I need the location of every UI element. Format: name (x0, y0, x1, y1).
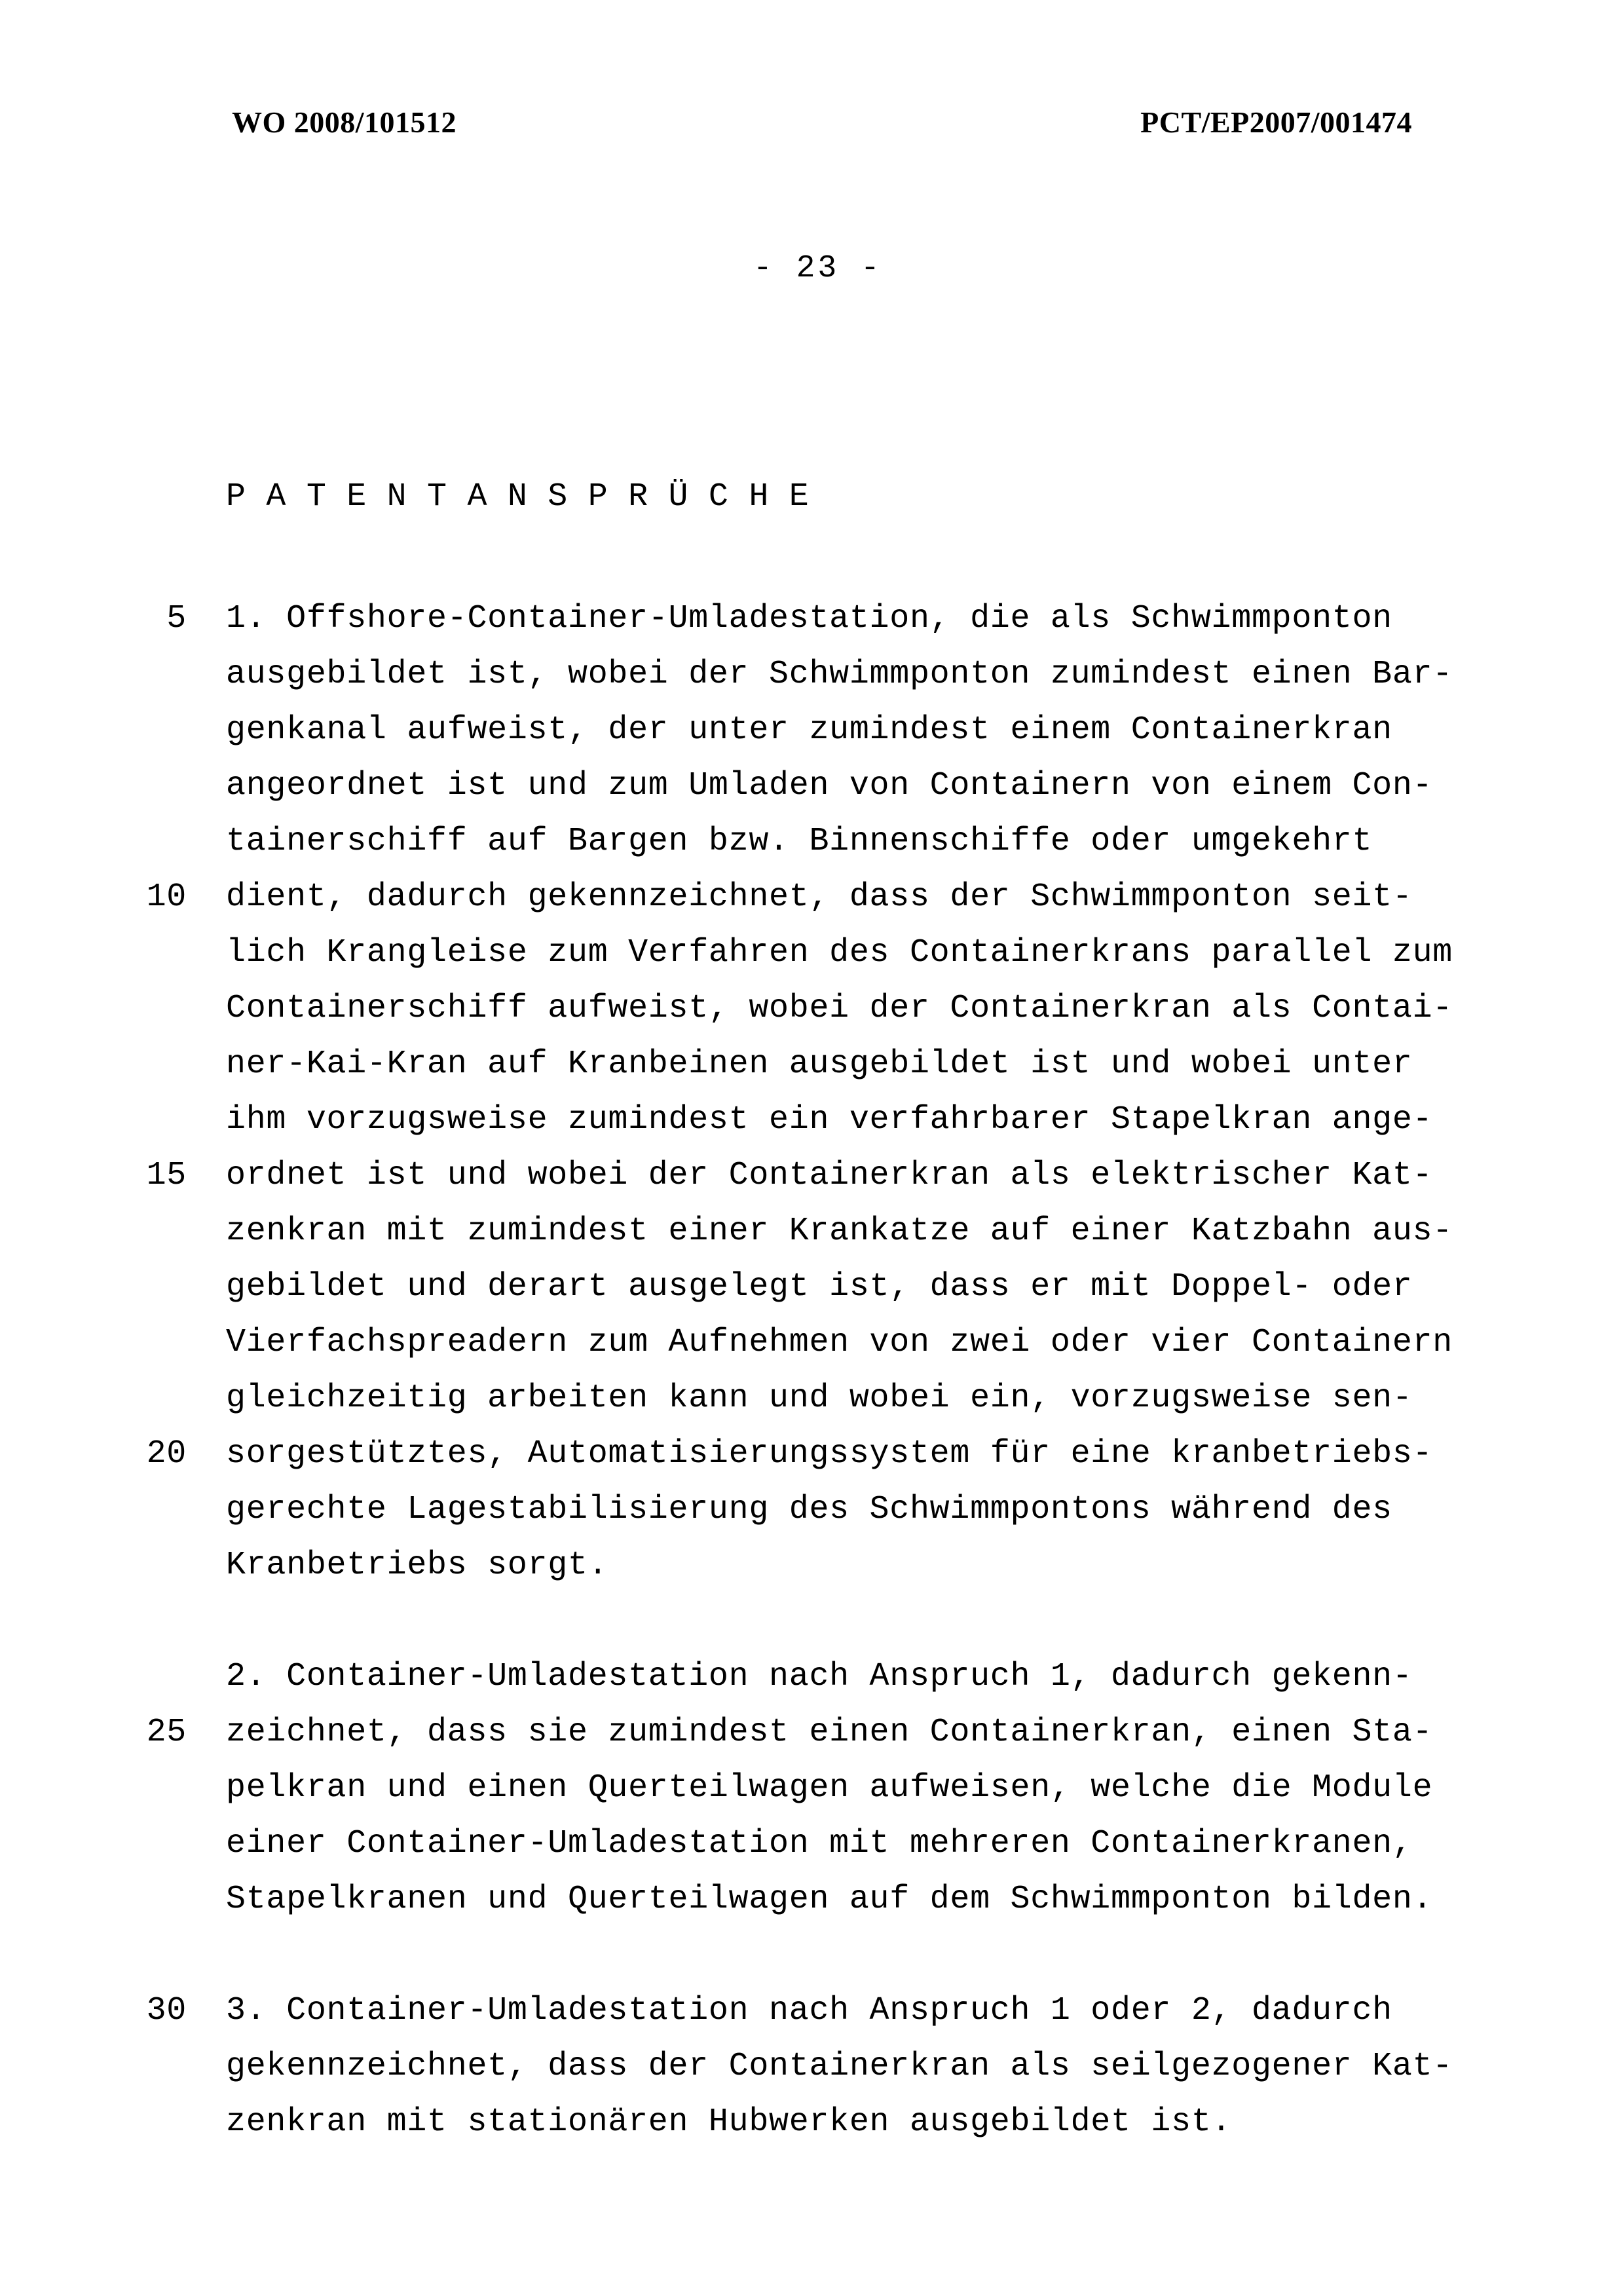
text-row (118, 758, 1526, 814)
text-row (118, 702, 1526, 758)
line-number: 20 (146, 1435, 187, 1473)
text-line: Stapelkranen und Querteilwagen auf dem Schwimmponton bilden. (226, 1881, 1433, 1918)
text-line: pelkran und einen Querteilwagen aufweisen, welche die Module (226, 1769, 1433, 1807)
text-line: gerechte Lagestabilisierung des Schwimmpontons während des (226, 1491, 1392, 1528)
text-line: dient, dadurch gekennzeichnet, dass der Schwimmponton seit- (226, 878, 1413, 916)
text-row (118, 1315, 1526, 1370)
text-row (118, 1092, 1526, 1148)
text-line: Vierfachspreadern zum Aufnehmen von zwei oder vier Containern (226, 1324, 1453, 1361)
text-line: ner-Kai-Kran auf Kranbeinen ausgebildet ist und wobei unter (226, 1045, 1413, 1083)
text-line: tainerschiff auf Bargen bzw. Binnenschiffe oder umgekehrt (226, 823, 1373, 860)
text-line: gebildet und derart ausgelegt ist, dass er mit Doppel- oder (226, 1268, 1413, 1306)
text-row (118, 2039, 1526, 2094)
text-row (118, 1704, 1526, 1760)
text-row (118, 2094, 1526, 2150)
text-row (118, 1148, 1526, 1203)
text-line: zenkran mit zumindest einer Krankatze auf einer Katzbahn aus- (226, 1213, 1453, 1250)
line-number: 10 (146, 878, 187, 916)
section-title-patentansprueche: P A T E N T A N S P R Ü C H E (226, 478, 810, 516)
text-row (118, 591, 1526, 647)
line-number: 30 (146, 1992, 187, 2029)
text-line: 3. Container-Umladestation nach Anspruch 1 oder 2, dadurch (226, 1992, 1392, 2029)
text-row (118, 1872, 1526, 1927)
text-line: angeordnet ist und zum Umladen von Containern von einem Con- (226, 767, 1433, 804)
text-row (118, 981, 1526, 1036)
text-line: sorgestütztes, Automatisierungssystem für eine kranbetriebs- (226, 1435, 1433, 1473)
text-row (118, 1983, 1526, 2039)
text-line: zenkran mit stationären Hubwerken ausgebildet ist. (226, 2103, 1232, 2141)
text-line: 2. Container-Umladestation nach Anspruch 1, dadurch gekenn- (226, 1658, 1413, 1695)
text-row (118, 647, 1526, 702)
text-row (118, 1370, 1526, 1426)
text-line: ordnet ist und wobei der Containerkran als elektrischer Kat- (226, 1157, 1433, 1194)
text-line: lich Krangleise zum Verfahren des Containerkrans parallel zum (226, 934, 1453, 971)
text-row (118, 1203, 1526, 1259)
text-row (118, 1482, 1526, 1537)
text-line: Containerschiff aufweist, wobei der Containerkran als Contai- (226, 990, 1453, 1027)
text-row (118, 814, 1526, 869)
publication-number: WO 2008/101512 (232, 105, 457, 139)
text-line: gekennzeichnet, dass der Containerkran als seilgezogener Kat- (226, 2048, 1453, 2085)
application-number: PCT/EP2007/001474 (1140, 105, 1412, 139)
line-number: 25 (146, 1714, 187, 1751)
text-line: ihm vorzugsweise zumindest ein verfahrbarer Stapelkran ange- (226, 1101, 1433, 1139)
claims-text-block (118, 591, 1526, 2150)
text-line: zeichnet, dass sie zumindest einen Containerkran, einen Sta- (226, 1714, 1433, 1751)
text-row (118, 925, 1526, 981)
text-row (118, 1927, 1526, 1983)
text-row (118, 1816, 1526, 1872)
text-line: genkanal aufweist, der unter zumindest einem Containerkran (226, 711, 1392, 749)
text-row (118, 1760, 1526, 1816)
page-number: - 23 - (753, 251, 882, 286)
text-line: einer Container-Umladestation mit mehreren Containerkranen, (226, 1825, 1413, 1862)
text-row (118, 1259, 1526, 1315)
text-row (118, 869, 1526, 925)
text-line: 1. Offshore-Container-Umladestation, die als Schwimmponton (226, 600, 1392, 637)
text-line: gleichzeitig arbeiten kann und wobei ein, vorzugsweise sen- (226, 1380, 1413, 1417)
line-number: 5 (166, 600, 187, 637)
text-line: ausgebildet ist, wobei der Schwimmponton zumindest einen Bar- (226, 656, 1453, 693)
text-row (118, 1426, 1526, 1482)
text-row (118, 1036, 1526, 1092)
text-row (118, 1593, 1526, 1649)
line-number: 15 (146, 1157, 187, 1194)
text-row (118, 1537, 1526, 1593)
text-row (118, 1649, 1526, 1704)
text-line: Kranbetriebs sorgt. (226, 1547, 608, 1584)
